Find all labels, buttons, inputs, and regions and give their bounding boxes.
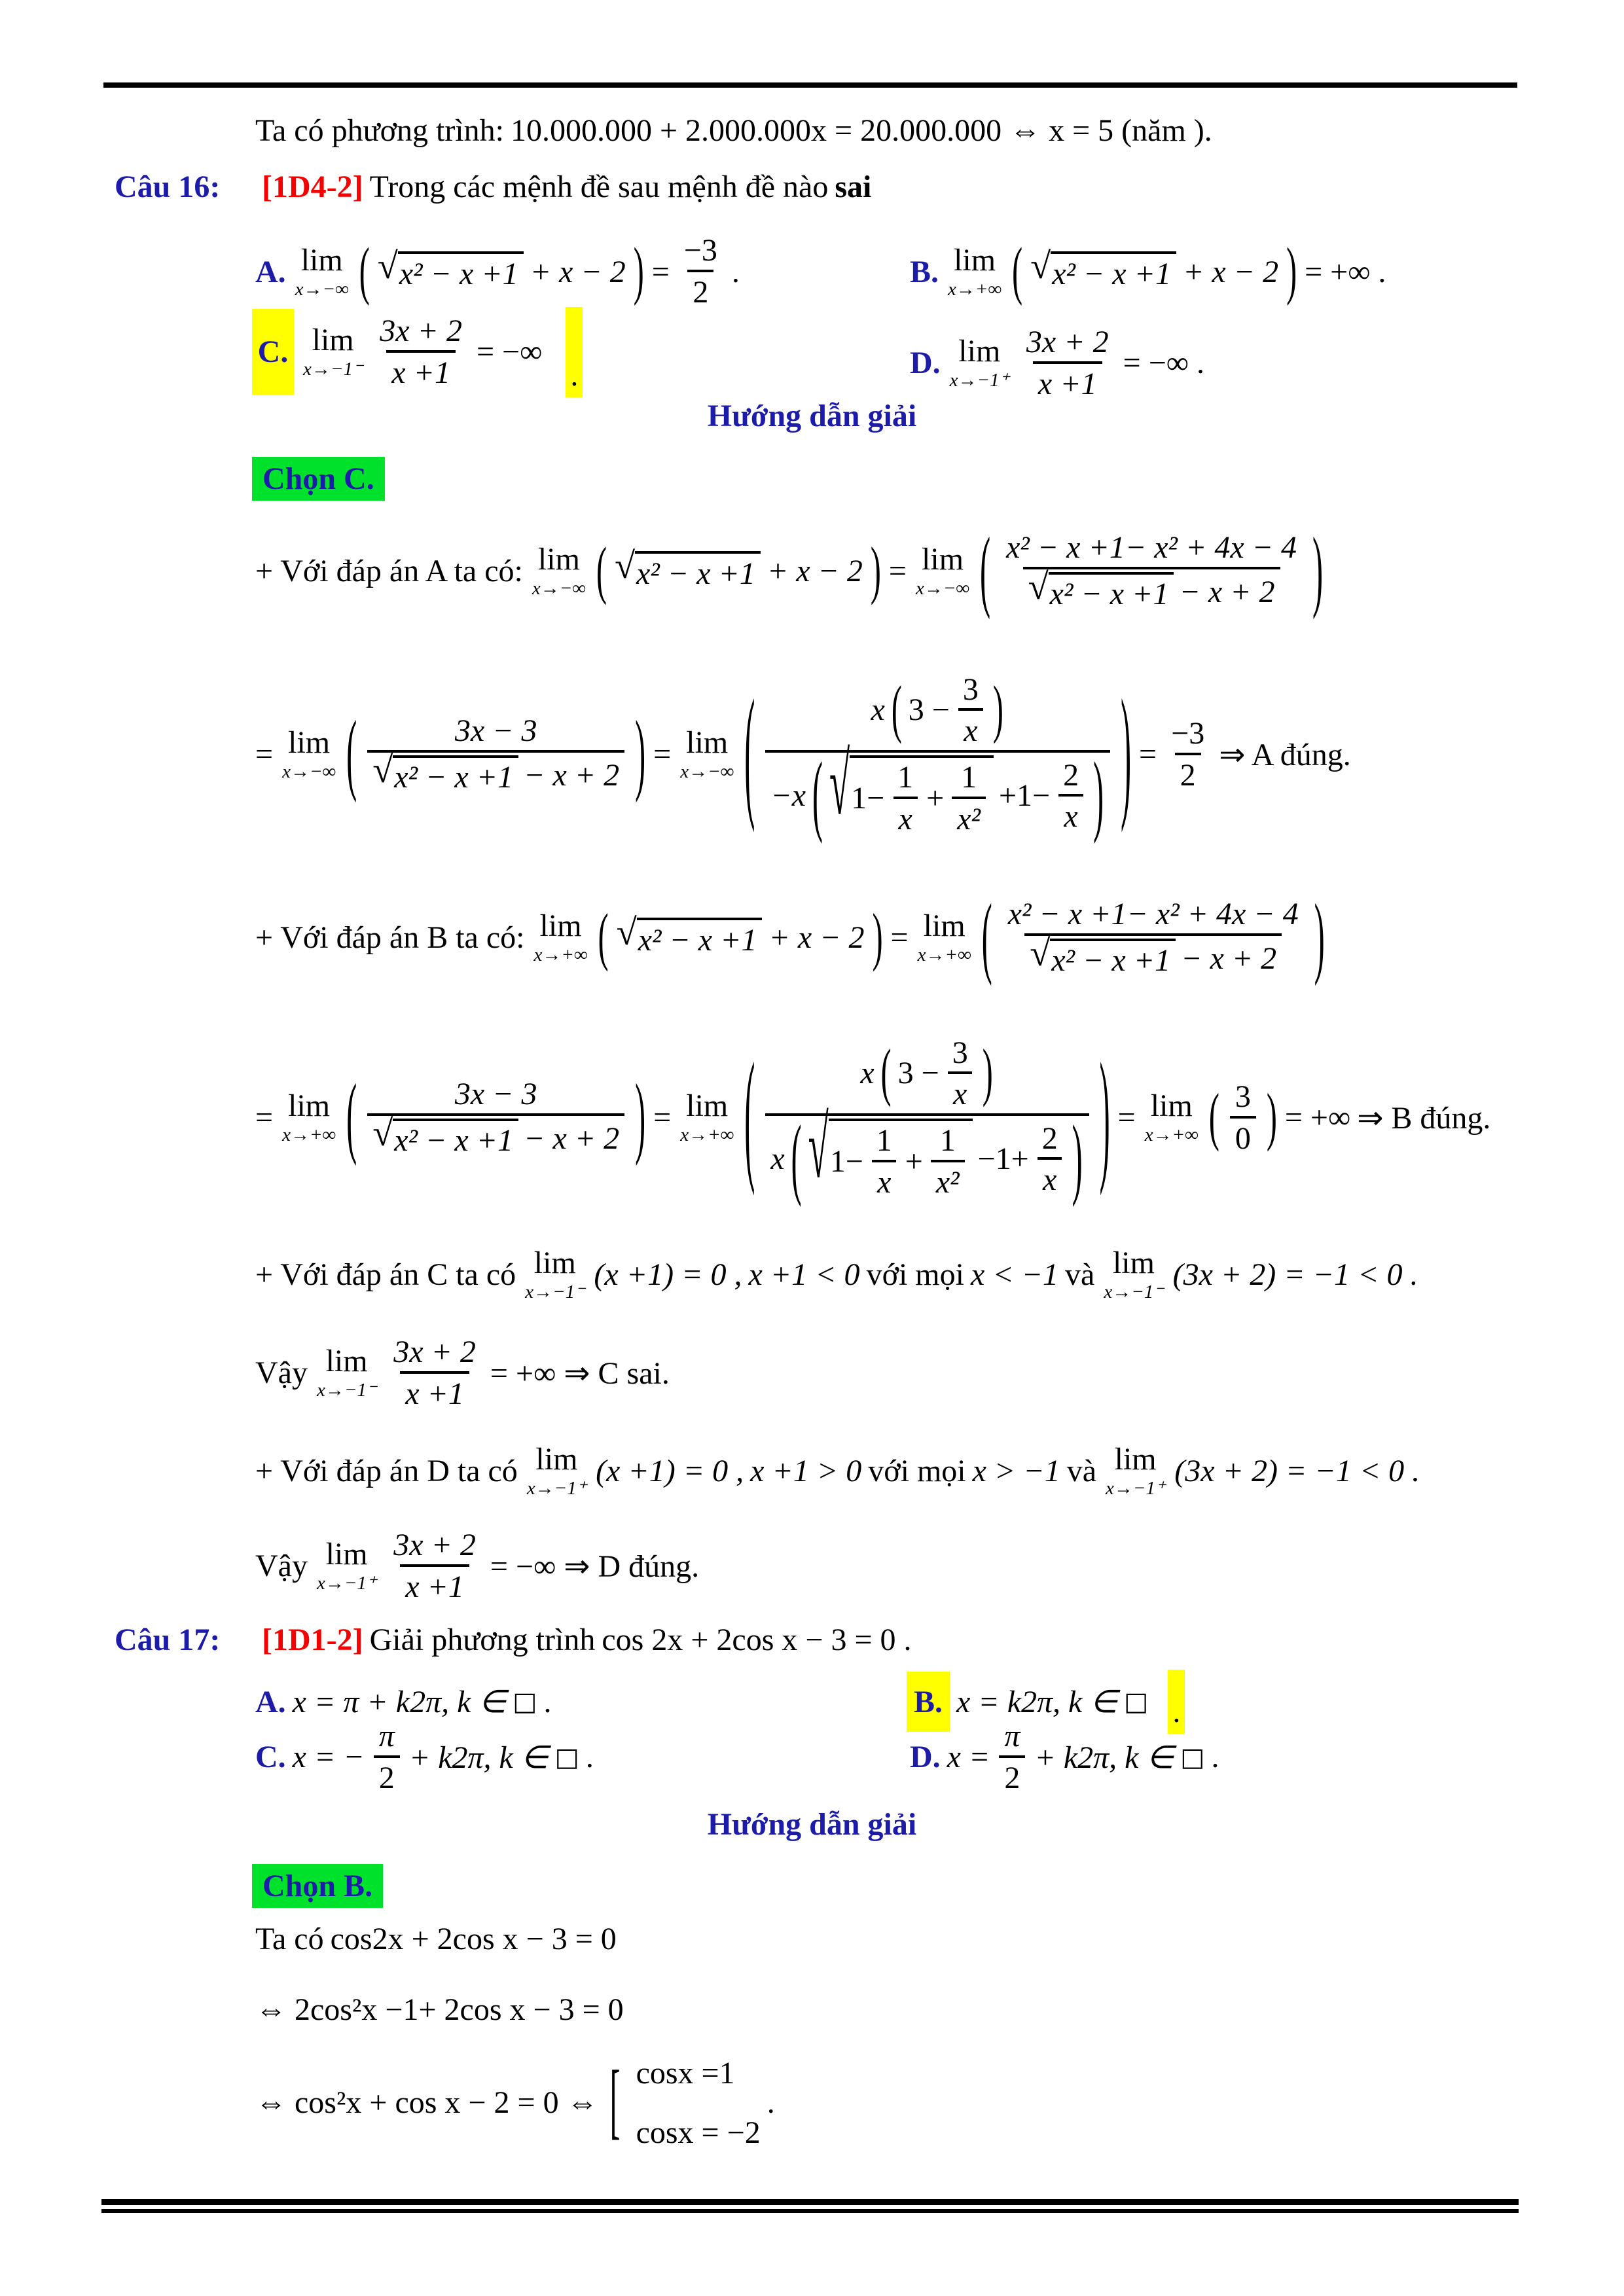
fraction: $\frac{-3}{2}$ <box>683 233 717 310</box>
q16-guide-title-row <box>0 398 1624 434</box>
solution-d-intro: + Với đáp án D ta có <box>255 1454 518 1488</box>
q17-option-d-letter: D. <box>910 1740 941 1774</box>
q16-option-d: D. lim x→−1⁺ $\frac{3x + 2}{x +1}$ = −∞ . <box>910 324 1204 401</box>
limit-operator: lim x→+∞ <box>917 908 971 965</box>
cases-list <box>636 2055 761 2151</box>
q17-option-b-letter: B. <box>913 1684 943 1719</box>
q16-solution-c-line2: Vậy lim x→−1⁻ $\frac{3x + 2}{x +1}$ = +∞ ⇒ C sai. <box>255 1334 670 1411</box>
limit-operator: lim x→+∞ <box>1144 1088 1199 1145</box>
question-17-header <box>115 1622 912 1658</box>
q17-chosen-answer: Chọn B. <box>252 1864 383 1908</box>
q17-solution-line1: Ta có cos2x + 2cos x − 3 = 0 <box>255 1922 617 1956</box>
solution-a-intro: + Với đáp án A ta có: <box>255 554 523 588</box>
right-paren: ) <box>633 235 644 307</box>
q16-solution-a-line2: = lim x→−∞ ( 3x − 3 √ x² − x +1 − x + 2 ) = lim x→−∞ ( x ( 3 − $\frac{3}{x}$ ) −x ( √ 1− $\frac{1}{x}$ + $\frac{1}{\text{x²}}$ +1− $\frac{2}{x}$ ) ) = $\frac{-3}{2}$ ⇒ A đúng. <box>255 671 1351 846</box>
q16-option-c-letter: C. <box>257 334 289 369</box>
q17-solution-line3: ⇔ cos²x + cos x − 2 = 0 ⇔ [ cosx =1 cosx = −2 . <box>255 2054 775 2150</box>
missing-glyph-box: □ <box>513 1687 537 1717</box>
big-fraction: x ( 3 − $\frac{3}{x}$ ) x ( √ 1− $\frac{1}{x}$ + $\frac{1}{\text{x²}}$ −1+ $\frac{2}{x}$ ) <box>765 1035 1089 1200</box>
q17-option-d: D. x = $\frac{\pi}{2}$ + k2π, k ∈ □ . <box>910 1718 1219 1795</box>
bottom-divider <box>101 2199 1519 2213</box>
q16-option-c-period-highlight: . <box>566 307 583 397</box>
fraction: $\frac{\pi}{2}$ <box>999 1719 1025 1796</box>
limit-operator: lim x→−1⁺ <box>949 334 1009 391</box>
fraction: x² − x +1− x² + 4x − 4 √ x² − x +1 − x + 2 <box>1007 897 1299 978</box>
q16-guide-title: Hướng dẫn giải <box>707 399 917 433</box>
q17-solution-line2: ⇔ 2cos²x −1+ 2cos x − 3 = 0 <box>255 1992 624 2027</box>
sqrt-expression: √ x² − x +1 <box>1030 251 1176 292</box>
fraction: $\frac{\pi}{2}$ <box>374 1719 400 1796</box>
question-16-header <box>115 169 871 205</box>
limit-operator: lim x→+∞ <box>948 242 1002 300</box>
q17-chosen-row <box>252 1864 383 1908</box>
limit-operator: lim x→−∞ <box>295 242 349 300</box>
fraction: $\frac{3x + 2}{x +1}$ <box>380 313 462 390</box>
q17-option-a-letter: A. <box>255 1684 286 1719</box>
fraction: $\frac{3x + 2}{x +1}$ <box>393 1527 476 1604</box>
q16-option-b: B. lim x→+∞ ( √ x² − x +1 + x − 2 ) = +∞ . <box>910 235 1386 307</box>
limit-operator: lim x→+∞ <box>680 1088 734 1145</box>
q17-guide-title: Hướng dẫn giải <box>707 1807 917 1842</box>
limit-operator: lim x→−∞ <box>915 542 970 599</box>
left-paren: ( <box>1012 235 1023 307</box>
limit-operator: lim x→−1⁺ <box>316 1537 377 1594</box>
solution-c-intro: + Với đáp án C ta có <box>255 1257 516 1292</box>
q16-option-c-highlight <box>252 309 294 395</box>
q17-guide-title-row <box>0 1806 1624 1842</box>
q16-solution-d-line1: + Với đáp án D ta có lim x→−1⁺ (x +1) = 0 , x +1 > 0 với mọi x > −1 và lim x→−1⁺ (3x + 2) = −1 < 0 . <box>255 1442 1420 1499</box>
case-2: cosx = −2 <box>636 2115 761 2150</box>
q16-option-a-letter: A. <box>255 254 286 289</box>
q16-solution-a-line1: + Với đáp án A ta có: lim x→−∞ ( √ x² − x +1 + x − 2 ) = lim x→−∞ ( x² − x +1− x² + 4x − 4 √ x² − x +1 − x + 2 ) <box>255 520 1324 620</box>
q16-option-b-letter: B. <box>910 254 939 289</box>
q16-solution-b-line2: = lim x→+∞ ( 3x − 3 √ x² − x +1 − x + 2 ) = lim x→+∞ ( x ( 3 − $\frac{3}{x}$ ) x ( √ 1− $\frac{1}{x}$ + $\frac{1}{\text{x²}}$ −1+ $\frac{2}{x}$ ) ) = lim x→+∞ ( 3 0 ) = +∞ ⇒ B đúng. <box>255 1034 1491 1209</box>
fraction: 3x − 3 √ x² − x +1 − x + 2 <box>367 713 624 795</box>
q17-option-b-period-highlight: . <box>1168 1670 1185 1734</box>
right-paren: ) <box>1286 235 1297 307</box>
sqrt-expression: √ x² − x +1 <box>378 251 524 292</box>
limit-operator: lim x→+∞ <box>282 1088 336 1145</box>
question-17-tag: [1D1-2] <box>262 1623 363 1657</box>
fraction: 3 0 <box>1230 1079 1256 1157</box>
fraction: x² − x +1− x² + 4x − 4 √ x² − x +1 − x + 2 <box>1006 530 1297 611</box>
q16-option-a: A. lim x→−∞ ( √ x² − x +1 + x − 2 ) = $\frac{-3}{2}$ . <box>255 233 740 310</box>
question-16-stem-bold: sai <box>835 170 872 204</box>
q16-solution-d-line2: Vậy lim x→−1⁺ $\frac{3x + 2}{x +1}$ = −∞ ⇒ D đúng. <box>255 1527 700 1604</box>
sqrt-expression: √ x² − x +1 <box>615 551 761 592</box>
big-fraction: x ( 3 − $\frac{3}{x}$ ) −x ( √ 1− $\frac{1}{x}$ + $\frac{1}{\text{x²}}$ +1− $\frac{2}{x}$ ) <box>765 672 1110 837</box>
fraction: 3x − 3 √ x² − x +1 − x + 2 <box>367 1077 624 1158</box>
intro-prefix: Ta có phương trình: <box>255 113 504 148</box>
sqrt-expression: √ 1− $\frac{1}{x}$ + $\frac{1}{\text{x²}}$ <box>808 1119 973 1200</box>
q16-option-d-letter: D. <box>910 346 941 380</box>
q16-option-c: C. lim x→−1⁻ $\frac{3x + 2}{x +1}$ = −∞ . <box>252 308 583 396</box>
q17-option-b: B. x = k2π, k ∈ □ . <box>907 1669 1185 1734</box>
q16-chosen-row <box>252 457 385 501</box>
left-paren: ( <box>359 235 370 307</box>
question-16-label: Câu 16: <box>115 170 221 204</box>
missing-glyph-box: □ <box>1124 1687 1149 1717</box>
limit-operator: lim x→−1⁻ <box>1104 1246 1164 1302</box>
sqrt-expression: √ x² − x +1 <box>617 918 763 958</box>
limit-operator: lim x→−1⁻ <box>303 323 363 380</box>
limit-operator: lim x→−1⁻ <box>316 1344 377 1401</box>
q16-solution-b-line1: + Với đáp án B ta có: lim x→+∞ ( √ x² − x +1 + x − 2 ) = lim x→+∞ ( x² − x +1− x² + 4x − 4 √ x² − x +1 − x + 2 ) <box>255 886 1325 987</box>
q17-option-c: C. x = − $\frac{\pi}{2}$ + k2π, k ∈ □ . <box>255 1718 594 1795</box>
question-17-equation: cos 2x + 2cos x − 3 = 0 . <box>602 1623 912 1657</box>
limit-operator: lim x→−∞ <box>282 725 336 782</box>
intro-line <box>255 113 1212 149</box>
question-16-stem: Trong các mệnh đề sau mệnh đề nào <box>369 170 829 204</box>
q16-solution-c-line1: + Với đáp án C ta có lim x→−1⁻ (x +1) = 0 , x +1 < 0 với mọi x < −1 và lim x→−1⁻ (3x + 2) = −1 < 0 . <box>255 1246 1418 1302</box>
q17-option-c-letter: C. <box>255 1740 286 1774</box>
solution-b-intro: + Với đáp án B ta có: <box>255 920 525 955</box>
q17-option-a: A. x = π + k2π, k ∈ □ . <box>255 1684 552 1719</box>
limit-operator: lim x→−1⁺ <box>526 1442 587 1499</box>
missing-glyph-box: □ <box>554 1742 579 1772</box>
question-16-tag: [1D4-2] <box>262 170 363 204</box>
question-17-stem: Giải phương trình <box>369 1623 596 1657</box>
limit-operator: lim x→−∞ <box>532 542 586 599</box>
fraction: $\frac{3x + 2}{x +1}$ <box>1026 324 1109 401</box>
case-1: cosx =1 <box>636 2055 735 2090</box>
q16-chosen-answer: Chọn C. <box>252 457 385 501</box>
limit-operator: lim x→+∞ <box>533 908 588 965</box>
intro-equation: 10.000.000 + 2.000.000x = 20.000.000 ⇔ x = 5 (năm ). <box>510 113 1212 148</box>
top-divider <box>103 82 1517 88</box>
missing-glyph-box: □ <box>1180 1742 1205 1772</box>
fraction: $\frac{-3}{2}$ <box>1171 715 1205 793</box>
limit-operator: lim x→−1⁺ <box>1106 1442 1166 1499</box>
question-17-label: Câu 17: <box>115 1623 221 1657</box>
limit-operator: lim x→−1⁻ <box>525 1246 585 1302</box>
limit-operator: lim x→−∞ <box>680 725 734 782</box>
fraction: $\frac{3x + 2}{x +1}$ <box>393 1334 476 1411</box>
sqrt-expression: √ 1− $\frac{1}{x}$ + $\frac{1}{\text{x²}}$ <box>829 755 994 837</box>
cases-bracket: [ <box>609 2054 621 2149</box>
